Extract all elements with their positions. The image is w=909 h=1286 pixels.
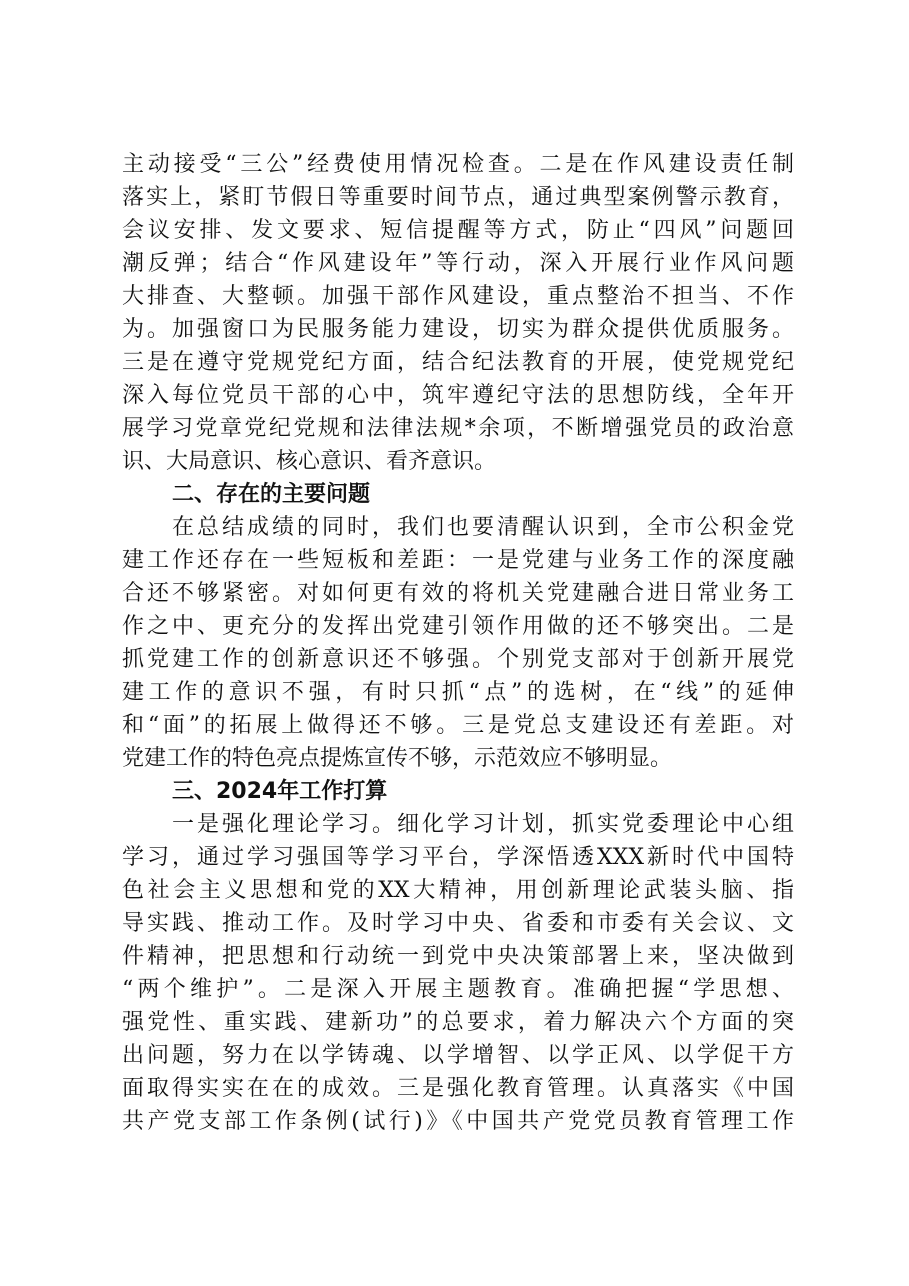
text-line: 导实践、推动工作。及时学习中央、省委和市委有关会议、文 xyxy=(122,911,794,936)
text-line: 大排查、大整顿。加强干部作风建设，重点整治不担当、不作 xyxy=(122,284,794,309)
document-body xyxy=(122,148,794,1138)
text-line: 作之中、更充分的发挥出党建引领作用做的还不够突出。二是 xyxy=(122,614,794,639)
text-line: 在总结成绩的同时，我们也要清醒认识到，全市公积金党 xyxy=(172,515,794,540)
text-line: 件精神，把思想和行动统一到党中央决策部署上来，坚决做到 xyxy=(122,944,794,969)
text-line: 识、大局意识、核心意识、看齐意识。 xyxy=(122,449,497,474)
text-line: 合还不够紧密。对如何更有效的将机关党建融合进日常业务工 xyxy=(122,581,794,606)
text-line: 学习，通过学习强国等学习平台，学深悟透XXX新时代中国特 xyxy=(122,845,794,870)
text-line: 和“面”的拓展上做得还不够。三是党总支建设还有差距。对 xyxy=(122,713,794,738)
text-line: 一是强化理论学习。细化学习计划，抓实党委理论中心组 xyxy=(172,812,794,837)
text-line: 展学习党章党纪党规和法律法规*余项，不断增强党员的政治意 xyxy=(122,416,794,441)
text-line: 色社会主义思想和党的XX大精神，用创新理论武装头脑、指 xyxy=(122,878,794,903)
text-line: 为。加强窗口为民服务能力建设，切实为群众提供优质服务。 xyxy=(122,317,794,342)
section-heading: 三、2024年工作打算 xyxy=(172,779,388,804)
text-line: 潮反弹；结合“作风建设年”等行动，深入开展行业作风问题 xyxy=(122,251,794,276)
text-line: 面取得实实在在的成效。三是强化教育管理。认真落实《中国 xyxy=(122,1076,794,1101)
text-line: 主动接受“三公”经费使用情况检查。二是在作风建设责任制 xyxy=(122,152,794,177)
section-heading: 二、存在的主要问题 xyxy=(172,482,371,507)
text-line: 深入每位党员干部的心中，筑牢遵纪守法的思想防线，全年开 xyxy=(122,383,794,408)
text-line: 抓党建工作的创新意识还不够强。个别党支部对于创新开展党 xyxy=(122,647,794,672)
text-line: 强党性、重实践、建新功”的总要求，着力解决六个方面的突 xyxy=(122,1010,794,1035)
text-line: 建工作还存在一些短板和差距：一是党建与业务工作的深度融 xyxy=(122,548,794,573)
text-line: “两个维护”。二是深入开展主题教育。准确把握“学思想、 xyxy=(122,977,794,1002)
text-line: 出问题，努力在以学铸魂、以学增智、以学正风、以学促干方 xyxy=(122,1043,794,1068)
text-line: 三是在遵守党规党纪方面，结合纪法教育的开展，使党规党纪 xyxy=(122,350,794,375)
text-line: 落实上，紧盯节假日等重要时间节点，通过典型案例警示教育， xyxy=(122,185,794,210)
text-line: 党建工作的特色亮点提炼宣传不够，示范效应不够明显。 xyxy=(122,746,673,771)
text-line: 会议安排、发文要求、短信提醒等方式，防止“四风”问题回 xyxy=(122,218,794,243)
text-line: 共产党支部工作条例(试行)》《中国共产党党员教育管理工作 xyxy=(122,1109,794,1134)
text-line: 建工作的意识不强，有时只抓“点”的选树，在“线”的延伸 xyxy=(122,680,794,705)
